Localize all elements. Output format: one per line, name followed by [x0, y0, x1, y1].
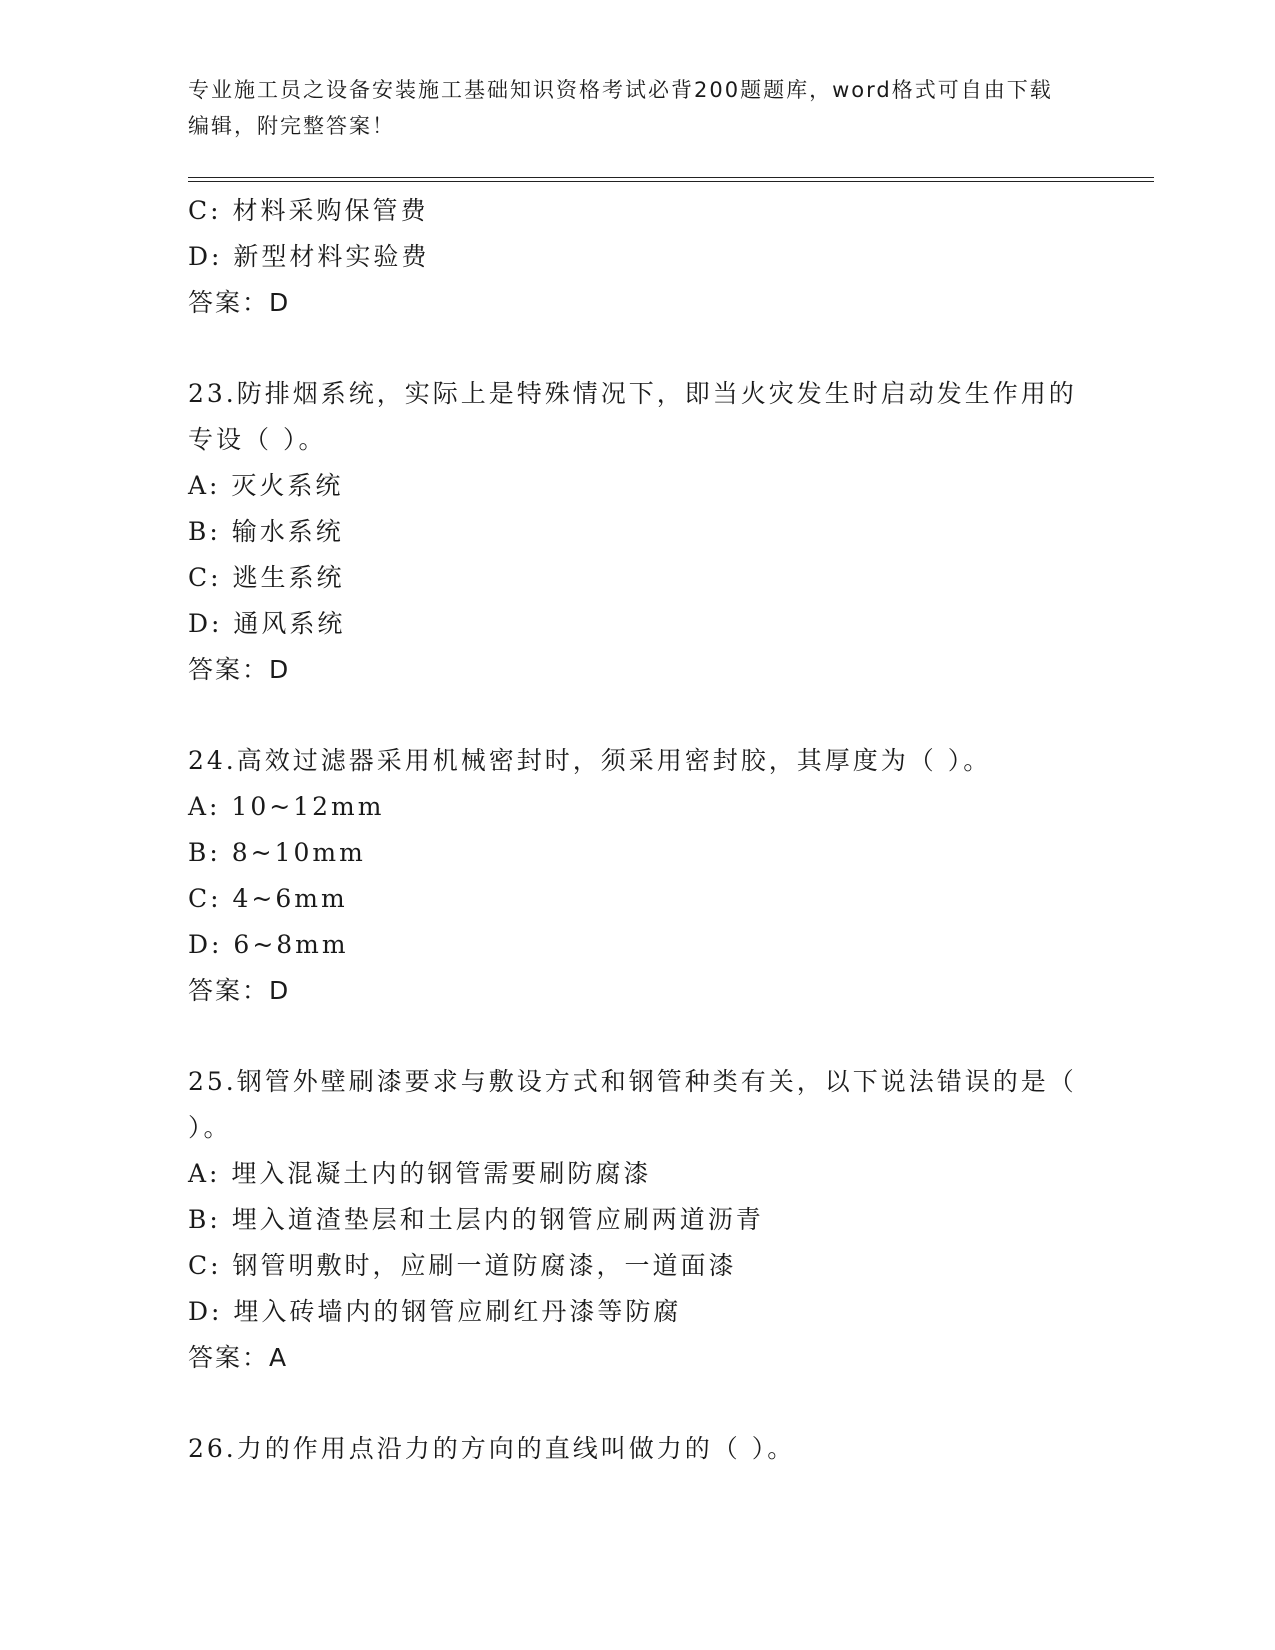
option-c: C: 4~6mm: [188, 884, 348, 913]
option-b: B: 埋入道渣垫层和土层内的钢管应刷两道沥青: [188, 1205, 764, 1234]
option-c: C: 材料采购保管费: [188, 196, 429, 225]
option-d: D: 6~8mm: [188, 930, 349, 959]
option-a: A: 埋入混凝土内的钢管需要刷防腐漆: [188, 1159, 652, 1188]
question-text: 24.高效过滤器采用机械密封时，须采用密封胶，其厚度为（ ）。: [188, 746, 992, 775]
header-divider-top: [188, 177, 1154, 178]
answer-label: 答案：D: [188, 655, 291, 684]
option-a: A: 10~12mm: [188, 792, 385, 821]
question-list: [188, 188, 1088, 1472]
option-d: D: 通风系统: [188, 609, 346, 638]
document-header: [188, 72, 1068, 144]
question-text: 25.钢管外壁刷漆要求与敷设方式和钢管种类有关，以下说法错误的是（ ）。: [188, 1067, 1077, 1142]
option-c: C: 逃生系统: [188, 563, 345, 592]
answer-label: 答案：A: [188, 1343, 289, 1372]
option-b: B: 8~10mm: [188, 838, 366, 867]
answer-label: 答案：D: [188, 288, 291, 317]
option-a: A: 灭火系统: [188, 471, 344, 500]
option-c: C: 钢管明敷时，应刷一道防腐漆，一道面漆: [188, 1251, 737, 1280]
option-d: D: 新型材料实验费: [188, 242, 430, 271]
question-text: 23.防排烟系统，实际上是特殊情况下，即当火灾发生时启动发生作用的专设（ ）。: [188, 379, 1077, 454]
answer-label: 答案：D: [188, 976, 291, 1005]
option-b: B: 输水系统: [188, 517, 344, 546]
option-d: D: 埋入砖墙内的钢管应刷红丹漆等防腐: [188, 1297, 682, 1326]
document-title: 专业施工员之设备安装施工基础知识资格考试必背200题题库，word格式可自由下载编辑，附完整答案！: [188, 78, 1053, 138]
header-divider-bottom: [188, 181, 1154, 182]
question-text: 26.力的作用点沿力的方向的直线叫做力的（ ）。: [188, 1434, 796, 1463]
